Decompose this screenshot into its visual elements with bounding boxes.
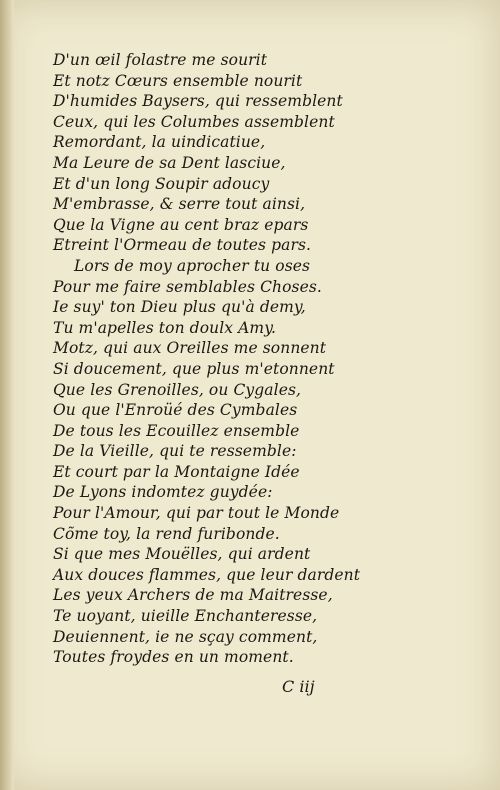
poem-line: Remordant, la uindicatiue, — [53, 133, 266, 152]
poem-line: Cõme toy, la rend furibonde. — [53, 524, 280, 543]
poem-line: Ie suy' ton Dieu plus qu'à demy, — [53, 298, 306, 317]
poem-line: De tous les Ecouillez ensemble — [53, 421, 300, 440]
poem-line: D'humides Baysers, qui ressemblent — [53, 92, 343, 111]
poem-text — [53, 50, 473, 668]
poem-line: M'embrasse, & serre tout ainsi, — [53, 195, 306, 214]
poem-line: Tu m'apelles ton doulx Amy. — [53, 318, 277, 337]
poem-line: Pour l'Amour, qui par tout le Monde — [53, 504, 340, 523]
poem-line: Les yeux Archers de ma Maitresse, — [53, 586, 333, 605]
poem-line: Toutes froydes en un moment. — [53, 648, 294, 667]
poem-line: Ou que l'Enroüé des Cymbales — [53, 401, 298, 420]
poem-line: D'un œil folastre me sourit — [53, 51, 268, 69]
poem-line: Si doucement, que plus m'etonnent — [53, 359, 335, 378]
page-binding-edge — [0, 0, 14, 790]
poem-line: Ceux, qui les Columbes assemblent — [53, 112, 335, 131]
signature-mark: C iij — [282, 677, 315, 696]
poem-line: Si que mes Mouëlles, qui ardent — [53, 545, 311, 564]
poem-line: De Lyons indomtez guydée: — [53, 483, 273, 502]
poem-line: Lors de moy aprocher tu oses — [74, 256, 311, 275]
poem-line: Et court par la Montaigne Idée — [53, 462, 300, 481]
poem-line: Etreint l'Ormeau de toutes pars. — [53, 236, 312, 255]
poem-line: Ma Leure de sa Dent lasciue, — [53, 153, 286, 172]
poem-line: Que les Grenoilles, ou Cygales, — [53, 380, 302, 399]
poem-line: Te uoyant, uieille Enchanteresse, — [53, 607, 318, 626]
poem-line: Deuiennent, ie ne sçay comment, — [53, 627, 318, 646]
poem-line: Pour me faire semblables Choses. — [53, 277, 322, 296]
poem-line: Et notz Cœurs ensemble nourit — [53, 71, 303, 90]
poem-line: Et d'un long Soupir adoucy — [53, 174, 270, 193]
poem-line: Aux douces flammes, que leur dardent — [53, 565, 361, 584]
poem-line: Que la Vigne au cent braz epars — [53, 215, 309, 234]
poem-line: De la Vieille, qui te ressemble: — [53, 442, 297, 461]
poem-line: Motz, qui aux Oreilles me sonnent — [53, 339, 327, 358]
